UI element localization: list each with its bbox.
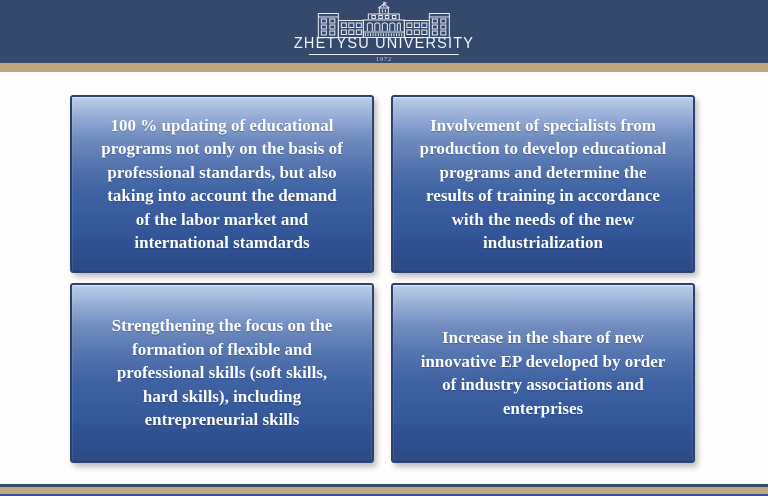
box-text-line: taking into account the demand [107, 186, 337, 205]
box-text-line: hard skills), including [142, 386, 302, 406]
box-text-line: programs not only on the basis of [101, 139, 343, 158]
box-text-line: Increase in the share of new [442, 328, 644, 347]
box-text-line: of the labor market and [135, 209, 309, 229]
box-text-line: industrialization [483, 233, 603, 252]
footer-accent-stripe [0, 487, 768, 494]
box-text [72, 114, 372, 255]
box-text-line: production to develop educational [419, 139, 667, 158]
university-logo [294, 1, 474, 63]
info-box-updating-programs [70, 95, 374, 273]
info-box-specialists-involvement [391, 95, 695, 273]
header-accent-stripe [0, 63, 768, 72]
box-text-line: Involvement of specialists from [430, 115, 656, 135]
box-text-line: formation of flexible and [132, 339, 312, 359]
founded-year: 1972 [375, 57, 392, 63]
box-text-line: results of training in accordance [426, 186, 660, 205]
box-text-line: of industry associations and [442, 375, 644, 394]
box-text [393, 326, 693, 420]
university-name: ZHETYSU UNIVERSITY [293, 35, 475, 53]
box-text-line: Strengthening the focus on the [111, 316, 333, 336]
box-text-line: innovative EP developed by order [420, 351, 666, 371]
box-text-line: enterprises [502, 398, 584, 418]
box-text-line: professional standards, but also [107, 162, 337, 182]
box-text-line: international stamdards [134, 233, 310, 252]
info-box-skills-focus [70, 283, 374, 463]
info-box-innovative-ep [391, 283, 695, 463]
box-text-line: with the needs of the new [451, 209, 635, 229]
university-building-icon [309, 1, 459, 39]
box-text-line: programs and determine the [439, 162, 647, 182]
box-text [72, 314, 372, 432]
box-text-line: entrepreneurial skills [144, 410, 300, 430]
box-text-line: 100 % updating of educational [110, 115, 334, 135]
box-text [393, 114, 693, 255]
box-text-line: professional skills (soft skills, [116, 363, 328, 383]
logo-underline [309, 54, 459, 55]
